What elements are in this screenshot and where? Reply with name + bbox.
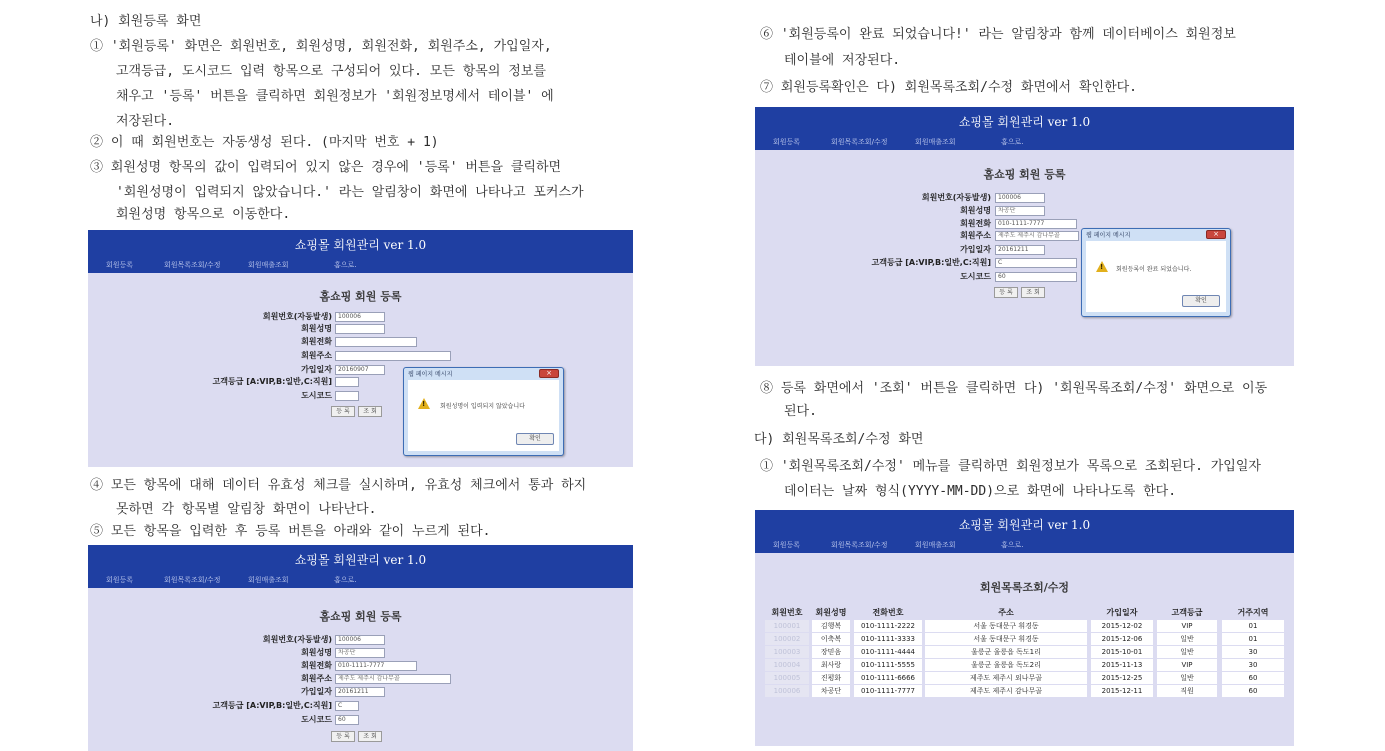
member-no-input[interactable]: 100006 bbox=[335, 635, 385, 645]
label-grade: 고객등급 [A:VIP,B:일반,C:직원] bbox=[212, 377, 332, 386]
alert-dialog bbox=[403, 367, 564, 456]
menu-item-register[interactable]: 회원등록 bbox=[773, 138, 801, 146]
query-button[interactable]: 조 회 bbox=[358, 406, 382, 417]
label-city-code: 도시코드 bbox=[301, 715, 332, 724]
paragraph-line: ⑧ 등록 화면에서 '조회' 버튼을 클릭하면 다) '회원목록조회/수정' 화면으로 이동 bbox=[760, 381, 1268, 396]
address-cell: 서울 동대문구 휘경동 bbox=[925, 620, 1087, 632]
alert-dialog bbox=[1081, 228, 1231, 317]
menu-item-member-list[interactable]: 회원목록조회/수정 bbox=[831, 138, 888, 146]
menu-bar bbox=[88, 575, 633, 588]
dialog-title: 웹 페이지 메시지 bbox=[408, 371, 453, 378]
region-cell: 60 bbox=[1222, 685, 1284, 697]
paragraph-line: 회원성명 항목으로 이동한다. bbox=[116, 207, 291, 222]
region-cell: 01 bbox=[1222, 620, 1284, 632]
member-name-input[interactable] bbox=[335, 324, 385, 334]
member-name-cell: 차공단 bbox=[812, 685, 850, 697]
paragraph-line: ② 이 때 회원번호는 자동생성 된다. (마지막 번호 + 1) bbox=[90, 135, 439, 150]
label-member-name: 회원성명 bbox=[301, 648, 332, 657]
menu-item-register[interactable]: 회원등록 bbox=[773, 541, 801, 549]
menu-item-register[interactable]: 회원등록 bbox=[106, 261, 134, 269]
phone-cell: 010-1111-6666 bbox=[854, 672, 922, 684]
address-cell: 울릉군 울릉읍 독도2리 bbox=[925, 659, 1087, 671]
city-code-input[interactable]: 60 bbox=[335, 715, 359, 725]
member-name-cell: 진평화 bbox=[812, 672, 850, 684]
label-city-code: 도시코드 bbox=[960, 272, 991, 281]
menu-item-home[interactable]: 홈으로. bbox=[1001, 541, 1024, 549]
label-member-no: 회원번호(자동발생) bbox=[262, 635, 332, 644]
member-address-input[interactable] bbox=[335, 351, 451, 361]
query-button[interactable]: 조 회 bbox=[358, 731, 382, 742]
label-member-no: 회원번호(자동발생) bbox=[921, 193, 991, 202]
screenshot-member-list bbox=[755, 510, 1294, 746]
grade-input[interactable]: C bbox=[335, 701, 359, 711]
table-row[interactable] bbox=[755, 620, 1294, 632]
paragraph-line: ① '회원등록' 화면은 회원번호, 회원성명, 회원전화, 회원주소, 가입일자, bbox=[90, 39, 552, 54]
phone-cell: 010-1111-4444 bbox=[854, 646, 922, 658]
grade-cell: VIP bbox=[1157, 659, 1217, 671]
grade-input[interactable] bbox=[335, 377, 359, 387]
app-title: 쇼핑몰 회원관리 ver 1.0 bbox=[88, 545, 633, 575]
close-icon[interactable]: × bbox=[1206, 230, 1226, 239]
join-date-cell: 2015-10-01 bbox=[1091, 646, 1153, 658]
table-row[interactable] bbox=[755, 685, 1294, 697]
register-button[interactable]: 등 록 bbox=[331, 731, 355, 742]
paragraph-line: ③ 회원성명 항목의 값이 입력되어 있지 않은 경우에 '등록' 버튼을 클릭하면 bbox=[90, 160, 562, 175]
screenshot-register-missing-name bbox=[88, 230, 633, 467]
address-cell: 제주도 제주시 외나무골 bbox=[925, 672, 1087, 684]
paragraph-line: ⑤ 모든 항목을 입력한 후 등록 버튼을 아래와 같이 누르게 된다. bbox=[90, 524, 491, 539]
table-header: 전화번호 bbox=[872, 608, 904, 617]
region-cell: 60 bbox=[1222, 672, 1284, 684]
menu-item-member-list[interactable]: 회원목록조회/수정 bbox=[831, 541, 888, 549]
member-phone-input[interactable]: 010-1111-7777 bbox=[995, 219, 1077, 229]
grade-cell: 일반 bbox=[1157, 672, 1217, 684]
region-cell: 30 bbox=[1222, 659, 1284, 671]
section-heading-member-list: 다) 회원목록조회/수정 화면 bbox=[754, 432, 924, 447]
paragraph-line: ① '회원목록조회/수정' 메뉴를 클릭하면 회원정보가 목록으로 조회된다. 가입일자 bbox=[760, 459, 1261, 474]
join-date-cell: 2015-11-13 bbox=[1091, 659, 1153, 671]
label-member-name: 회원성명 bbox=[301, 324, 332, 333]
table-header: 고객등급 bbox=[1171, 608, 1203, 617]
menu-item-home[interactable]: 홈으로. bbox=[1001, 138, 1024, 146]
city-code-input[interactable] bbox=[335, 391, 359, 401]
join-date-input[interactable]: 20160907 bbox=[335, 365, 385, 375]
label-member-phone: 회원전화 bbox=[301, 337, 332, 346]
dialog-message: 회원등록이 완료 되었습니다. bbox=[1116, 266, 1192, 273]
dialog-ok-button[interactable]: 확인 bbox=[1182, 295, 1220, 307]
menu-bar bbox=[755, 137, 1294, 150]
member-no-cell[interactable]: 100004 bbox=[765, 659, 809, 671]
table-row[interactable] bbox=[755, 646, 1294, 658]
label-member-address: 회원주소 bbox=[301, 351, 332, 360]
label-member-address: 회원주소 bbox=[960, 231, 991, 240]
dialog-message: 회원성명이 입력되지 않았습니다 bbox=[440, 403, 525, 410]
phone-cell: 010-1111-7777 bbox=[854, 685, 922, 697]
member-name-cell: 장믿음 bbox=[812, 646, 850, 658]
member-no-input[interactable]: 100006 bbox=[335, 312, 385, 322]
app-title: 쇼핑몰 회원관리 ver 1.0 bbox=[755, 510, 1294, 540]
member-no-cell[interactable]: 100003 bbox=[765, 646, 809, 658]
paragraph-line: 테이블에 저장된다. bbox=[784, 53, 901, 68]
member-name-cell: 이축복 bbox=[812, 633, 850, 645]
dialog-body bbox=[1086, 241, 1226, 312]
register-button[interactable]: 등 록 bbox=[994, 287, 1018, 298]
paragraph-line: 저장된다. bbox=[116, 114, 175, 129]
paragraph-line: 고객등급, 도시코드 입력 항목으로 구성되어 있다. 모든 항목의 정보를 bbox=[116, 64, 546, 79]
member-name-input[interactable]: 차공단 bbox=[335, 648, 385, 658]
query-button[interactable]: 조 회 bbox=[1021, 287, 1045, 298]
menu-item-sales[interactable]: 회원매출조회 bbox=[915, 138, 956, 146]
menu-item-home[interactable]: 홈으로. bbox=[334, 576, 357, 584]
phone-cell: 010-1111-2222 bbox=[854, 620, 922, 632]
address-cell: 울릉군 울릉읍 독도1리 bbox=[925, 646, 1087, 658]
label-join-date: 가입일자 bbox=[301, 365, 332, 374]
form-title: 홈쇼핑 회원 등록 bbox=[319, 290, 402, 303]
join-date-input[interactable]: 20161211 bbox=[335, 687, 385, 697]
paragraph-line: '회원성명이 입력되지 않았습니다.' 라는 알림창이 화면에 나타나고 포커스가 bbox=[116, 185, 584, 200]
grade-cell: 일반 bbox=[1157, 646, 1217, 658]
register-button[interactable]: 등 록 bbox=[331, 406, 355, 417]
table-header: 회원성명 bbox=[815, 608, 847, 617]
join-date-cell: 2015-12-06 bbox=[1091, 633, 1153, 645]
member-no-cell[interactable]: 100002 bbox=[765, 633, 809, 645]
city-code-input[interactable]: 60 bbox=[995, 272, 1077, 282]
label-member-address: 회원주소 bbox=[301, 674, 332, 683]
grade-input[interactable]: C bbox=[995, 258, 1077, 268]
table-header: 거주지역 bbox=[1237, 608, 1269, 617]
warning-icon bbox=[1096, 261, 1108, 272]
label-join-date: 가입일자 bbox=[960, 245, 991, 254]
label-member-phone: 회원전화 bbox=[960, 219, 991, 228]
join-date-cell: 2015-12-02 bbox=[1091, 620, 1153, 632]
member-address-input[interactable]: 제주도 제주시 감나무골 bbox=[995, 231, 1079, 241]
table-row[interactable] bbox=[755, 633, 1294, 645]
form-title: 홈쇼핑 회원 등록 bbox=[319, 610, 402, 623]
paragraph-line: ⑥ '회원등록이 완료 되었습니다!' 라는 알림창과 함께 데이터베이스 회원정보 bbox=[760, 27, 1236, 42]
label-join-date: 가입일자 bbox=[301, 687, 332, 696]
dialog-body bbox=[408, 380, 559, 451]
app-title: 쇼핑몰 회원관리 ver 1.0 bbox=[88, 230, 633, 260]
app-title: 쇼핑몰 회원관리 ver 1.0 bbox=[755, 107, 1294, 137]
phone-cell: 010-1111-3333 bbox=[854, 633, 922, 645]
label-member-name: 회원성명 bbox=[960, 206, 991, 215]
menu-item-member-list[interactable]: 회원목록조회/수정 bbox=[164, 576, 221, 584]
paragraph-line: ④ 모든 항목에 대해 데이터 유효성 체크를 실시하며, 유효성 체크에서 통과 하지 bbox=[90, 478, 587, 493]
menu-item-sales[interactable]: 회원매출조회 bbox=[915, 541, 956, 549]
paragraph-line: 채우고 '등록' 버튼을 클릭하면 회원정보가 '회원정보명세서 테이블' 에 bbox=[116, 89, 554, 104]
member-no-cell[interactable]: 100006 bbox=[765, 685, 809, 697]
screenshot-register-filled bbox=[88, 545, 633, 751]
paragraph-line: 못하면 각 항목별 알림창 화면이 나타난다. bbox=[116, 502, 377, 517]
region-cell: 30 bbox=[1222, 646, 1284, 658]
member-name-cell: 최사랑 bbox=[812, 659, 850, 671]
label-member-no: 회원번호(자동발생) bbox=[262, 312, 332, 321]
grade-cell: VIP bbox=[1157, 620, 1217, 632]
grade-cell: 일반 bbox=[1157, 633, 1217, 645]
paragraph-line: ⑦ 회원등록확인은 다) 회원목록조회/수정 화면에서 확인한다. bbox=[760, 80, 1138, 95]
label-grade: 고객등급 [A:VIP,B:일반,C:직원] bbox=[212, 701, 332, 710]
join-date-cell: 2015-12-11 bbox=[1091, 685, 1153, 697]
member-address-input[interactable]: 제주도 제주시 감나무골 bbox=[335, 674, 451, 684]
table-header: 회원번호 bbox=[771, 608, 803, 617]
menu-item-home[interactable]: 홈으로. bbox=[334, 261, 357, 269]
member-no-input[interactable]: 100006 bbox=[995, 193, 1045, 203]
member-no-cell[interactable]: 100001 bbox=[765, 620, 809, 632]
member-name-cell: 김행복 bbox=[812, 620, 850, 632]
menu-item-member-list[interactable]: 회원목록조회/수정 bbox=[164, 261, 221, 269]
label-grade: 고객등급 [A:VIP,B:일반,C:직원] bbox=[871, 258, 991, 267]
join-date-input[interactable]: 20161211 bbox=[995, 245, 1045, 255]
dialog-ok-button[interactable]: 확인 bbox=[516, 433, 554, 445]
member-phone-input[interactable] bbox=[335, 337, 417, 347]
label-member-phone: 회원전화 bbox=[301, 661, 332, 670]
phone-cell: 010-1111-5555 bbox=[854, 659, 922, 671]
join-date-cell: 2015-12-25 bbox=[1091, 672, 1153, 684]
table-row[interactable] bbox=[755, 672, 1294, 684]
list-title: 회원목록조회/수정 bbox=[979, 581, 1070, 594]
member-name-input[interactable]: 차공단 bbox=[995, 206, 1045, 216]
warning-icon bbox=[418, 398, 430, 409]
table-header: 가입일자 bbox=[1106, 608, 1138, 617]
region-cell: 01 bbox=[1222, 633, 1284, 645]
member-phone-input[interactable]: 010-1111-7777 bbox=[335, 661, 417, 671]
menu-item-sales[interactable]: 회원매출조회 bbox=[248, 576, 289, 584]
address-cell: 제주도 제주시 감나무골 bbox=[925, 685, 1087, 697]
paragraph-line: 데이터는 날짜 형식(YYYY-MM-DD)으로 화면에 나타나도록 한다. bbox=[784, 484, 1177, 499]
label-city-code: 도시코드 bbox=[301, 391, 332, 400]
address-cell: 서울 동대문구 휘경동 bbox=[925, 633, 1087, 645]
menu-item-register[interactable]: 회원등록 bbox=[106, 576, 134, 584]
member-no-cell[interactable]: 100005 bbox=[765, 672, 809, 684]
menu-bar bbox=[88, 260, 633, 273]
table-header: 주소 bbox=[998, 608, 1014, 617]
screenshot-register-complete bbox=[755, 107, 1294, 366]
menu-item-sales[interactable]: 회원매출조회 bbox=[248, 261, 289, 269]
grade-cell: 직원 bbox=[1157, 685, 1217, 697]
dialog-title: 웹 페이지 메시지 bbox=[1086, 232, 1131, 239]
paragraph-line: 된다. bbox=[784, 404, 817, 419]
close-icon[interactable]: × bbox=[539, 369, 559, 378]
form-title: 홈쇼핑 회원 등록 bbox=[983, 168, 1066, 181]
table-row[interactable] bbox=[755, 659, 1294, 671]
menu-bar bbox=[755, 540, 1294, 553]
section-heading-register: 나) 회원등록 화면 bbox=[90, 14, 202, 29]
